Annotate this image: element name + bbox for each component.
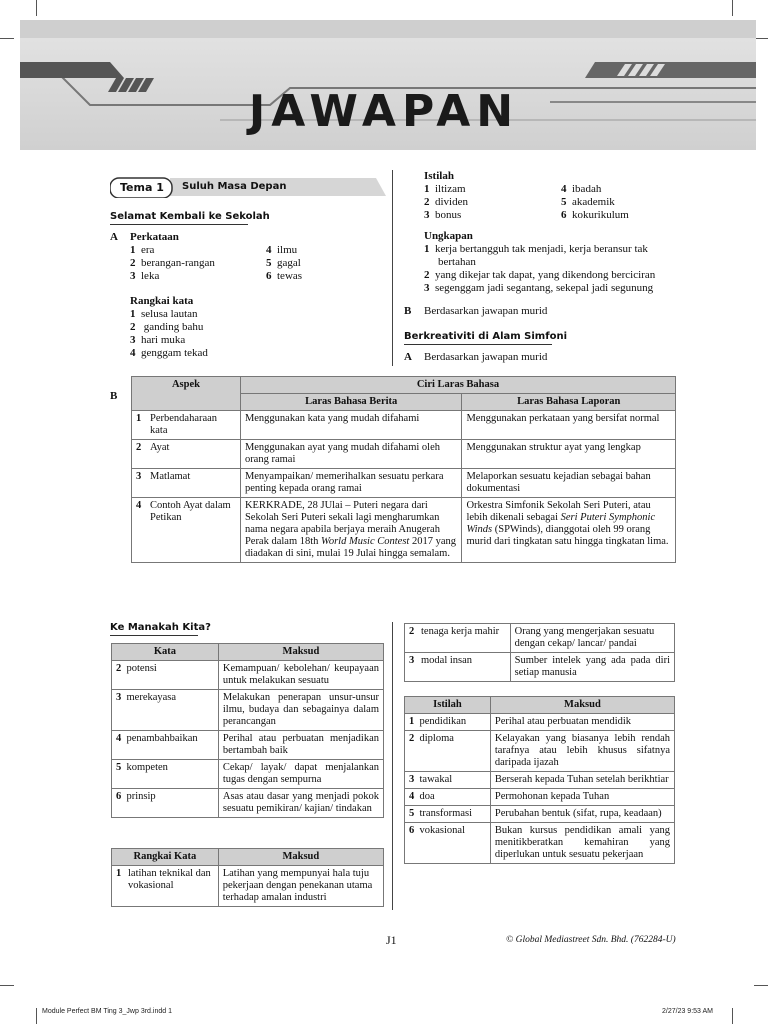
theme-badge: Tema 1: [120, 181, 164, 194]
slug-filename: Module Perfect BM Ting 3_Jwp 3rd.indd 1: [42, 1008, 172, 1015]
table-cell: Latihan yang mempunyai hala tuju pekerjaan dengan penekanan utama terhadap amalan industri: [218, 866, 383, 907]
copyright: © Global Mediastreet Sdn. Bhd. (762284-U): [506, 935, 676, 945]
rangkai-kata-table-continued: [404, 623, 675, 682]
theme-bar: [110, 176, 386, 198]
table-cell: Asas atau dasar yang menjadi pokok sesuatu pemikiran/ kajian/ tindakan: [218, 789, 383, 818]
slug-date: 2/27/23 9:53 AM: [662, 1008, 713, 1015]
table-cell: Kelayakan yang biasanya lebih rendah tarafnya atau lebih khusus sifatnya daripada ijazah: [490, 731, 674, 772]
list-item: 3 bonus: [424, 209, 462, 221]
table-row: [132, 440, 676, 469]
crop-mark: [754, 38, 768, 39]
table-header: Maksud: [218, 644, 383, 661]
table-cell: Menyampaikan/ memerihalkan sesuatu perkara penting kepada orang ramai: [240, 469, 462, 498]
table-cell: Cekap/ layak/ dapat menjalankan tugas dengan sempurna: [218, 760, 383, 789]
ungkapan-heading: Ungkapan: [424, 230, 473, 242]
table-row: [405, 789, 675, 806]
table-cell: 2 Ayat: [132, 440, 241, 469]
table-cell: 3 tawakal: [405, 772, 491, 789]
list-item: 4 genggam tekad: [130, 347, 208, 359]
table-row: [112, 690, 384, 731]
section-heading: Selamat Kembali ke Sekolah: [110, 210, 248, 225]
table-row: [112, 760, 384, 789]
table-row: [405, 731, 675, 772]
table-cell: 2 diploma: [405, 731, 491, 772]
answer-text: Berdasarkan jawapan murid: [424, 305, 548, 317]
istilah-heading: Istilah: [424, 170, 454, 182]
list-item: 1 selusa lautan: [130, 308, 198, 320]
crop-mark: [754, 985, 768, 986]
table-cell: Menggunakan struktur ayat yang lengkap: [462, 440, 676, 469]
rangkai-kata-table: [111, 848, 384, 907]
table-cell: 2 potensi: [112, 661, 219, 690]
rangkai-heading: Rangkai kata: [130, 295, 194, 307]
table-row: [405, 624, 675, 653]
crop-mark: [732, 0, 733, 16]
label-b: B: [110, 390, 118, 402]
table-cell: 4 Contoh Ayat dalam Petikan: [132, 498, 241, 563]
table-cell: Orkestra Simfonik Sekolah Seri Puteri, atau lebih dikenali sebagai Seri Puteri Symphonic Winds (SPWinds), dianggotai oleh 99 orang murid dari tingkatan satu hingga tingkatan lima.: [462, 498, 676, 563]
perkataan-heading: Perkataan: [130, 231, 179, 243]
list-item: 2 yang dikejar tak dapat, yang dikendong berciciran: [424, 269, 656, 281]
section-heading: Ke Manakah Kita?: [110, 621, 198, 636]
table-cell: Bukan kursus pendidikan amali yang menitikberatkan kemahiran yang diperlukan untuk sesuatu pekerjaan: [490, 823, 674, 864]
istilah-table: [404, 696, 675, 864]
page-number: J1: [386, 933, 397, 947]
list-item: 3 hari muka: [130, 334, 186, 346]
list-item: 1 iltizam: [424, 183, 466, 195]
table-header: Ciri Laras Bahasa: [240, 377, 675, 394]
table-cell: 3 modal insan: [405, 653, 511, 682]
list-item: 2 berangan-rangan: [130, 257, 215, 269]
table-header: Kata: [112, 644, 219, 661]
label-b: B: [404, 305, 412, 317]
table-cell: 4 doa: [405, 789, 491, 806]
table-cell: KERKRADE, 28 JUlai – Puteri negara dari Sekolah Seri Puteri sekali lagi mengharumkan nama negara apabila berjaya meraih Anugerah Perak dalam 18th World Music Contest 2017 yang diadakan di sini, mulai 19 Julai hingga semalam.: [240, 498, 462, 563]
table-row: [405, 772, 675, 789]
table-cell: Permohonan kepada Tuhan: [490, 789, 674, 806]
table-header: Aspek: [132, 377, 241, 411]
table-row: [405, 714, 675, 731]
table-cell: 1 latihan teknikal dan vokasional: [112, 866, 219, 907]
list-item-cont: bertahan: [438, 256, 476, 268]
crop-mark: [732, 1008, 733, 1024]
table-row: [132, 469, 676, 498]
table-cell: Orang yang mengerjakan sesuatu dengan cekap/ lancar/ pandai: [510, 624, 674, 653]
table-cell: 4 penambahbaikan: [112, 731, 219, 760]
list-item: 6 kokurikulum: [561, 209, 629, 221]
table-cell: 1 pendidikan: [405, 714, 491, 731]
table-cell: 6 prinsip: [112, 789, 219, 818]
table-cell: 5 transformasi: [405, 806, 491, 823]
list-item: 3 segenggam jadi segantang, sekepal jadi segunung: [424, 282, 654, 294]
table-header: Maksud: [490, 697, 674, 714]
table-cell: Menggunakan ayat yang mudah difahami oleh orang ramai: [240, 440, 462, 469]
list-item: 5 akademik: [561, 196, 615, 208]
column-divider: [392, 170, 393, 366]
crop-mark: [36, 0, 37, 16]
table-cell: Perihal atau perbuatan mendidik: [490, 714, 674, 731]
table-cell: Berserah kepada Tuhan setelah berikhtiar: [490, 772, 674, 789]
label-a: A: [404, 351, 412, 363]
table-header: Istilah: [405, 697, 491, 714]
table-row: [112, 731, 384, 760]
answer-text: Berdasarkan jawapan murid: [424, 351, 548, 363]
table-header: Laras Bahasa Berita: [240, 394, 462, 411]
table-cell: 1 Perbendaharaan kata: [132, 411, 241, 440]
list-item: 5 gagal: [266, 257, 301, 269]
list-item: 2 ganding bahu: [130, 321, 204, 333]
theme-name: Suluh Masa Depan: [182, 181, 287, 192]
table-row: [405, 653, 675, 682]
list-item: 1 era: [130, 244, 155, 256]
laras-bahasa-table: [131, 376, 676, 563]
label-a: A: [110, 231, 118, 243]
list-item: 6 tewas: [266, 270, 303, 282]
table-cell: 5 kompeten: [112, 760, 219, 789]
kata-table: [111, 643, 384, 818]
list-item: 4 ilmu: [266, 244, 298, 256]
table-cell: 6 vokasional: [405, 823, 491, 864]
section-heading: Berkreativiti di Alam Simfoni: [404, 330, 552, 345]
table-row: [132, 498, 676, 563]
table-row: [112, 789, 384, 818]
table-row: [405, 823, 675, 864]
table-cell: Menggunakan kata yang mudah difahami: [240, 411, 462, 440]
list-item: 2 dividen: [424, 196, 468, 208]
table-cell: 3 merekayasa: [112, 690, 219, 731]
crop-mark: [36, 1008, 37, 1024]
table-cell: Menggunakan perkataan yang bersifat normal: [462, 411, 676, 440]
table-cell: Melaporkan sesuatu kejadian sebagai bahan dokumentasi: [462, 469, 676, 498]
crop-mark: [0, 38, 14, 39]
table-row: [132, 411, 676, 440]
list-item: 3 leka: [130, 270, 160, 282]
table-cell: Perubahan bentuk (sifat, rupa, keadaan): [490, 806, 674, 823]
table-cell: Melakukan penerapan unsur-unsur ilmu, budaya dan sebagainya dalam perancangan: [218, 690, 383, 731]
table-header: Maksud: [218, 849, 383, 866]
table-cell: Perihal atau perbuatan menjadikan bertambah baik: [218, 731, 383, 760]
table-header: Laras Bahasa Laporan: [462, 394, 676, 411]
table-cell: Sumber intelek yang ada pada diri setiap manusia: [510, 653, 674, 682]
crop-mark: [0, 985, 14, 986]
table-cell: 3 Matlamat: [132, 469, 241, 498]
table-row: [405, 806, 675, 823]
page-title: JAWAPAN: [248, 86, 520, 137]
table-header: Rangkai Kata: [112, 849, 219, 866]
list-item: 4 ibadah: [561, 183, 602, 195]
column-divider: [392, 622, 393, 910]
table-cell: 2 tenaga kerja mahir: [405, 624, 511, 653]
list-item: 1 kerja bertangguh tak menjadi, kerja beransur tak: [424, 243, 648, 255]
table-row: [112, 661, 384, 690]
table-row: [112, 866, 384, 907]
table-cell: Kemampuan/ kebolehan/ keupayaan untuk melakukan sesuatu: [218, 661, 383, 690]
